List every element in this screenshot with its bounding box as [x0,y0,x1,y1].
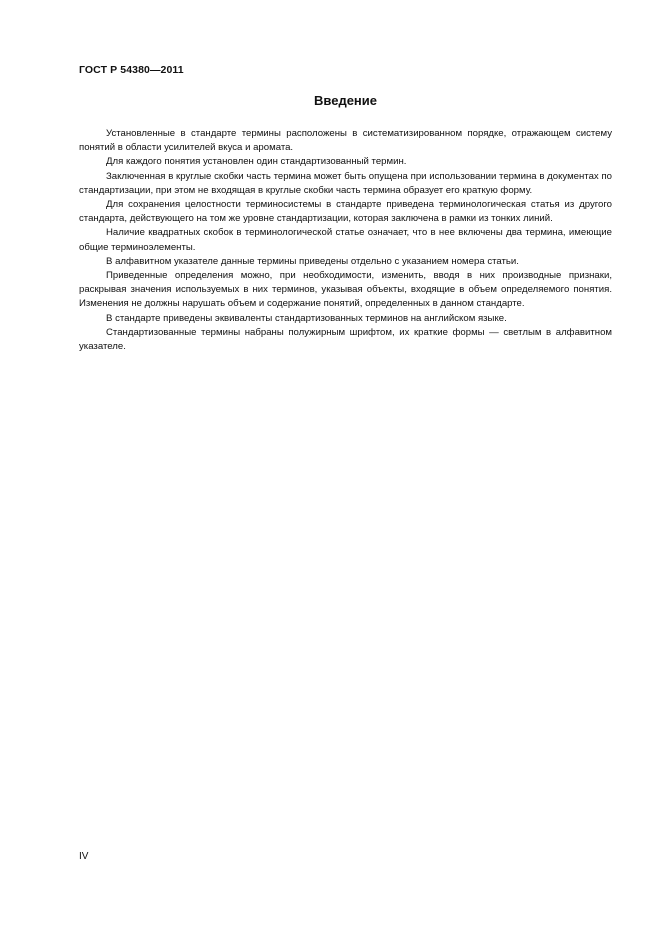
paragraph: Стандартизованные термины набраны полужирным шрифтом, их краткие формы — светлым в алфавитном указателе. [79,326,612,353]
paragraph: В стандарте приведены эквиваленты стандартизованных терминов на английском языке. [106,312,507,324]
document-header-code: ГОСТ Р 54380—2011 [79,64,184,76]
paragraph: Наличие квадратных скобок в терминологической статье означает, что в нее включены два термина, имеющие общие терминоэлементы. [79,227,612,253]
paragraph: Для сохранения целостности терминосистемы в стандарте приведена терминологическая статья из другого стандарта, действующего на том же уровне стандартизации, которая заключена в рамки из тонких линий. [79,199,612,225]
paragraph: Приведенные определения можно, при необходимости, изменить, вводя в них производные признаки, раскрывая значения используемых в них терминов, указывая объекты, входящие в объем определяемого понятия. Изменения не должны нарушать объем и содержание понятий, определенных в данном стандарте. [79,270,612,310]
paragraph: Для каждого понятия установлен один стандартизованный термин. [106,156,407,168]
introduction-body [79,127,612,354]
section-title: Введение [314,93,377,108]
paragraph: В алфавитном указателе данные термины приведены отдельно с указанием номера статьи. [106,255,519,267]
page-number: IV [79,851,89,862]
paragraph: Заключенная в круглые скобки часть термина может быть опущена при использовании термина в документах по стандартизации, при этом не входящая в круглые скобки часть термина образует его краткую форму. [79,170,612,196]
paragraph: Установленные в стандарте термины расположены в систематизированном порядке, отражающем систему понятий в области усилителей вкуса и аромата. [79,128,612,154]
